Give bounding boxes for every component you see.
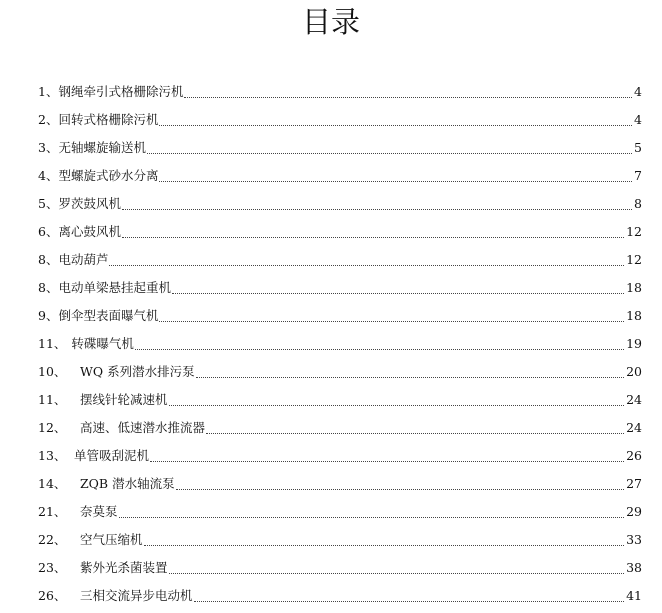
dot-leader [135, 349, 624, 350]
toc-entry-title: 电动单梁悬挂起重机 [58, 280, 171, 295]
toc-page-number: 5 [634, 140, 642, 155]
toc-entry-number: 11、 [38, 336, 67, 351]
toc-entry-number: 22、 [38, 532, 67, 547]
toc-row [38, 582, 642, 610]
toc-page-number: 24 [626, 392, 642, 407]
dot-leader [196, 377, 625, 378]
dot-leader [144, 545, 625, 546]
toc-row [38, 134, 642, 162]
toc-entry-title: 钢绳牵引式格栅除污机 [58, 84, 184, 99]
toc-entry-title: 紫外光杀菌装置 [80, 560, 168, 575]
toc-entry-number: 8、 [38, 280, 59, 295]
toc-entry-title: 空气压缩机 [80, 532, 143, 547]
toc-row [38, 526, 642, 554]
dot-leader [159, 321, 624, 322]
toc-page-number: 33 [626, 532, 642, 547]
toc-row [38, 302, 642, 330]
toc-row [38, 330, 642, 358]
dot-leader [109, 265, 624, 266]
toc-page-number: 26 [626, 448, 642, 463]
toc-page-number: 8 [634, 196, 642, 211]
toc-page-number: 18 [626, 280, 642, 295]
toc-entry-title: 高速、低速潜水推流器 [80, 420, 206, 435]
toc-page-number: 20 [626, 364, 642, 379]
dot-leader [206, 433, 624, 434]
toc-page-number: 12 [626, 224, 642, 239]
toc-entry-number: 26、 [38, 588, 67, 603]
toc-page-number: 12 [626, 252, 642, 267]
toc-page-number: 4 [634, 112, 642, 127]
dot-leader [194, 601, 625, 602]
toc-row [38, 190, 642, 218]
toc-row [38, 442, 642, 470]
toc-entry-title: 单管吸刮泥机 [74, 448, 150, 463]
page-title: 目录 [301, 5, 360, 39]
toc-row [38, 162, 642, 190]
dot-leader [122, 237, 624, 238]
toc-row [38, 274, 642, 302]
toc-entry-number: 12、 [38, 420, 67, 435]
toc-page-number: 7 [634, 168, 642, 183]
dot-leader [119, 517, 625, 518]
dot-leader [150, 461, 624, 462]
toc-row [38, 470, 642, 498]
toc-entry-number: 3、 [38, 140, 59, 155]
toc-entry-number: 4、 [38, 168, 59, 183]
toc-row [38, 414, 642, 442]
toc-page-number: 24 [626, 420, 642, 435]
toc-page-number: 38 [626, 560, 642, 575]
toc-row [38, 358, 642, 386]
toc-entry-title: 转碟曝气机 [71, 336, 134, 351]
toc-entry-title: 摆线针轮减速机 [80, 392, 168, 407]
toc-row [38, 246, 642, 274]
toc-entry-number: 8、 [38, 252, 59, 267]
toc-entry-title: 罗茨鼓风机 [58, 196, 121, 211]
toc-page-number: 19 [626, 336, 642, 351]
dot-leader [122, 209, 632, 210]
toc-entry-number: 9、 [38, 308, 59, 323]
dot-leader [147, 153, 632, 154]
toc-entry-number: 2、 [38, 112, 59, 127]
toc-entry-title: 倒伞型表面曝气机 [58, 308, 159, 323]
toc-entry-number: 5、 [38, 196, 59, 211]
toc-row [38, 498, 642, 526]
toc-entry-number: 13、 [38, 448, 67, 463]
dot-leader [176, 489, 625, 490]
toc-row [38, 386, 642, 414]
toc-page-number: 29 [626, 504, 642, 519]
toc-row [38, 106, 642, 134]
toc-page-number: 4 [634, 84, 642, 99]
toc-entry-title: 无轴螺旋输送机 [58, 140, 146, 155]
toc-row [38, 554, 642, 582]
toc-entry-title: WQ 系列潜水排污泵 [80, 364, 195, 379]
dot-leader [159, 125, 632, 126]
dot-leader [172, 293, 624, 294]
toc-entry-title: 奈莫泵 [80, 504, 118, 519]
toc-row [38, 78, 642, 106]
toc-entry-number: 14、 [38, 476, 67, 491]
toc-row [38, 218, 642, 246]
toc-entry-title: ZQB 潜水轴流泵 [80, 476, 175, 491]
toc-entry-title: 离心鼓风机 [58, 224, 121, 239]
toc-entry-title: 电动葫芦 [58, 252, 109, 267]
toc-entry-number: 10、 [38, 364, 67, 379]
toc-entry-title: 型螺旋式砂水分离 [58, 168, 159, 183]
toc-entry-number: 23、 [38, 560, 67, 575]
dot-leader [184, 97, 632, 98]
dot-leader [169, 573, 625, 574]
dot-leader [159, 181, 632, 182]
toc-entry-number: 1、 [38, 84, 59, 99]
dot-leader [169, 405, 625, 406]
toc-entry-number: 6、 [38, 224, 59, 239]
toc-page-number: 18 [626, 308, 642, 323]
toc-entry-title: 三相交流异步电动机 [80, 588, 193, 603]
toc-entry-number: 21、 [38, 504, 67, 519]
toc-entry-number: 11、 [38, 392, 67, 407]
table-of-contents [38, 78, 642, 610]
toc-entry-title: 回转式格栅除污机 [58, 112, 159, 127]
toc-page-number: 41 [626, 588, 642, 603]
toc-page-number: 27 [626, 476, 642, 491]
